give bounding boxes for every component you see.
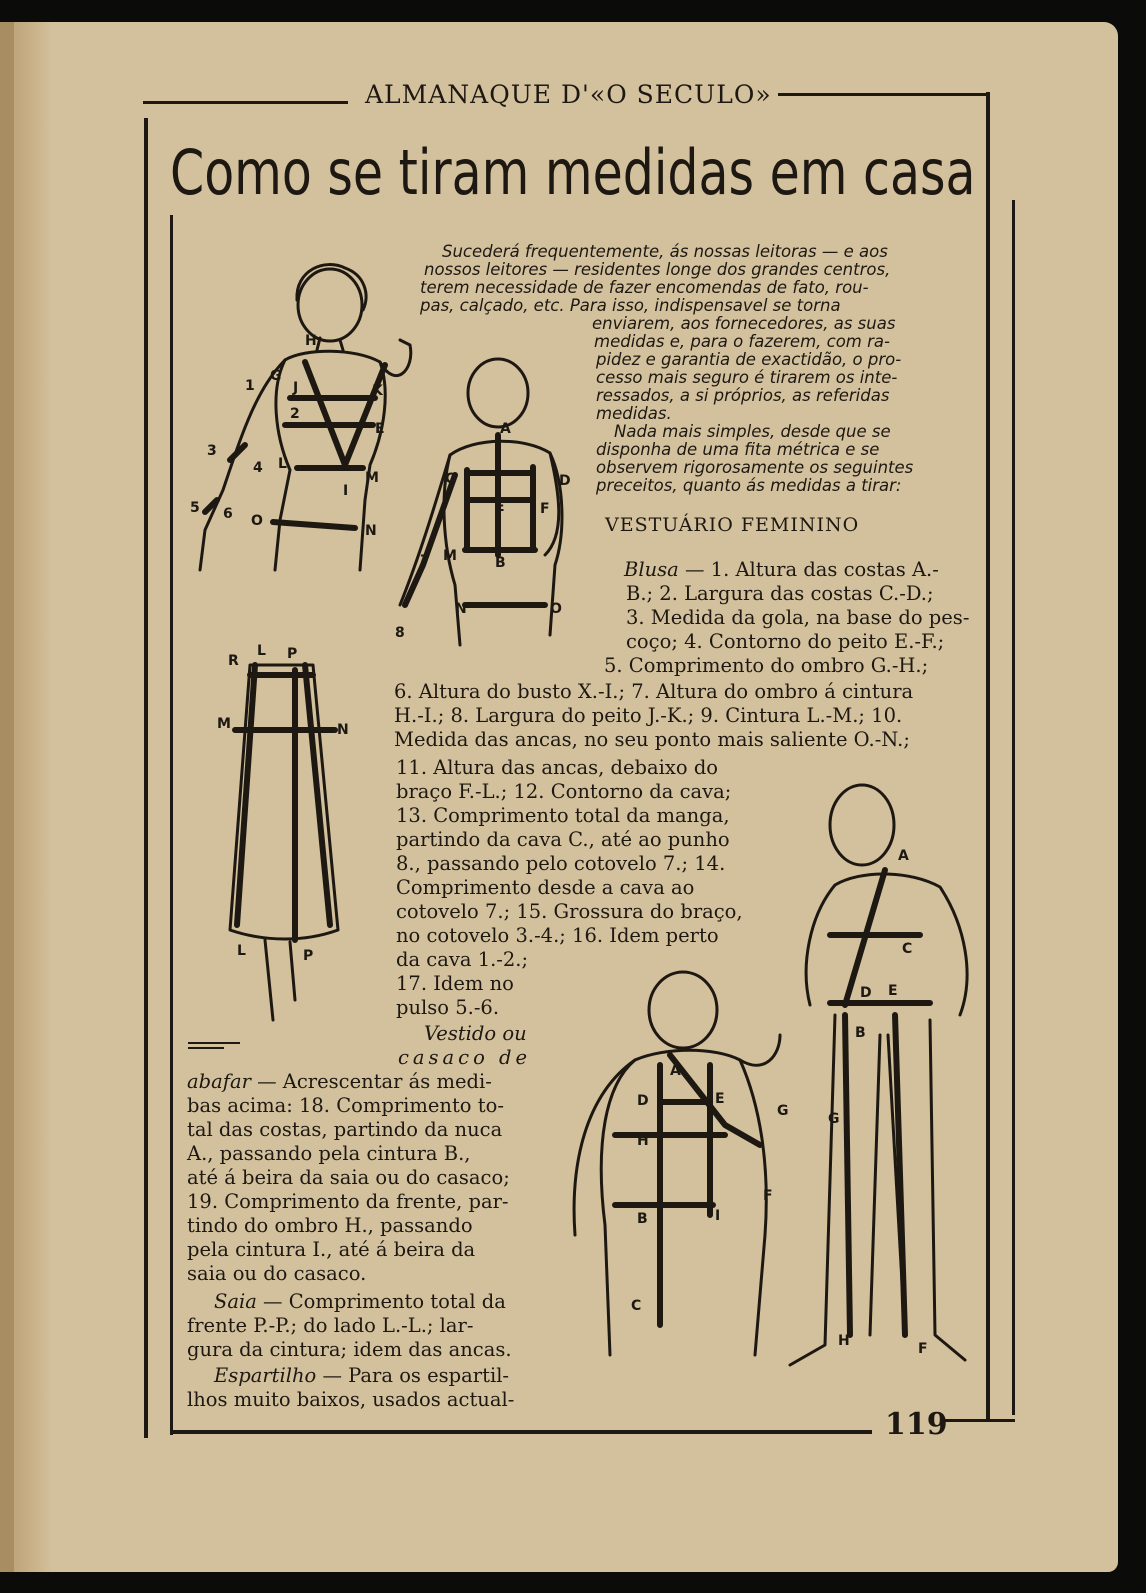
vestido-line: 19. Comprimento da frente, par- (187, 1190, 509, 1213)
blusa-line: 3. Medida da gola, na base do pes- (626, 606, 970, 629)
label-N: N (455, 601, 467, 617)
head-shape (830, 785, 894, 865)
blusa-label: Blusa (624, 558, 679, 581)
label-5: 5 (190, 500, 200, 516)
intro-line: medidas e, para o fazerem, com ra- (594, 332, 890, 351)
vestido-line: pela cintura I., até á beira da (187, 1238, 476, 1261)
running-header: ALMANAQUE D'«O SECULO» (365, 80, 772, 109)
label-8: 8 (395, 625, 405, 641)
measure-line (305, 362, 385, 465)
saia-line: gura da cintura; idem das ancas. (187, 1338, 512, 1361)
vestido-label: Vestido ou (424, 1022, 527, 1045)
label-E: E (888, 983, 898, 999)
vestido-text: — Acrescentar ás medi- (250, 1070, 492, 1093)
page-number: 119 (885, 1407, 948, 1442)
label-G: G (270, 368, 282, 384)
intro-line: disponha de uma fita métrica e se (596, 440, 880, 459)
vestido-label: casaco de (398, 1046, 532, 1069)
measure-line (830, 870, 930, 1335)
label-M: M (443, 548, 457, 564)
label-O: O (251, 513, 263, 529)
label-H: H (305, 333, 317, 349)
label-D: D (637, 1093, 649, 1109)
blusa-line: coço; 4. Contorno do peito E.-F.; (626, 630, 945, 653)
intro-line: enviarem, aos fornecedores, as suas (592, 314, 896, 333)
label-3: 3 (207, 443, 217, 459)
intro-line: pidez e garantia de exactidão, o pro- (596, 350, 902, 369)
label-G: G (777, 1103, 789, 1119)
label-F: F (918, 1341, 928, 1357)
label-6: 6 (223, 506, 233, 522)
vestido-line: saia ou do casaco. (187, 1262, 367, 1285)
vestido-label: abafar (187, 1070, 251, 1093)
legs-outline (790, 1015, 965, 1365)
page-edge (0, 22, 14, 1572)
label-H: H (637, 1133, 649, 1149)
label-7: 7 (420, 553, 430, 569)
body-line: no cotovelo 3.-4.; 16. Idem perto (396, 924, 719, 947)
label-M: M (217, 716, 231, 732)
label-M: M (365, 470, 379, 486)
label-A: A (500, 421, 511, 437)
label-E: E (495, 499, 505, 515)
intro-line: cesso mais seguro é tirarem os inte- (596, 368, 898, 387)
label-F: F (540, 501, 550, 517)
intro-line: pas, calçado, etc. Para isso, indispensavel se torna (420, 296, 841, 315)
label-E: E (375, 421, 385, 437)
frame-left-inner-rule (170, 215, 173, 1435)
label-L: L (237, 943, 246, 959)
label-4: 4 (253, 460, 263, 476)
body-line: 11. Altura das ancas, debaixo do (396, 756, 719, 779)
header-rule-right (778, 93, 988, 96)
body-line: Medida das ancas, no seu ponto mais saliente O.-N.; (394, 728, 910, 751)
measure-line (660, 1055, 760, 1325)
blusa-line (624, 558, 939, 582)
saia-label: Saia (214, 1290, 257, 1313)
label-D: D (559, 473, 571, 489)
body-line: 6. Altura do busto X.-I.; 7. Altura do ombro á cintura (394, 680, 914, 703)
body-line: Comprimento desde a cava ao (396, 876, 695, 899)
intro-line: nossos leitores — residentes longe dos grandes centros, (424, 260, 891, 279)
label-C: C (631, 1298, 642, 1314)
label-B: B (637, 1211, 648, 1227)
body-line: braço F.-L.; 12. Contorno da cava; (396, 780, 732, 803)
label-J: J (293, 380, 299, 396)
head-shape (298, 269, 362, 341)
saia-line: frente P.-P.; do lado L.-L.; lar- (187, 1314, 474, 1337)
label-E: E (715, 1091, 725, 1107)
body-line: cotovelo 7.; 15. Grossura do braço, (396, 900, 743, 923)
label-A: A (898, 848, 909, 864)
footer-rule (172, 1430, 872, 1434)
frame-left-rule (144, 118, 148, 1438)
body-line: da cava 1.-2.; (396, 948, 529, 971)
label-F: F (763, 1188, 773, 1204)
label-N: N (365, 523, 377, 539)
vestido-line: tindo do ombro H., passando (187, 1214, 473, 1237)
ornament-rule (188, 1042, 240, 1056)
head-shape (468, 359, 528, 427)
legs-outline (265, 940, 295, 1020)
skirt-figure (195, 630, 360, 1030)
vestido-line: até á beira da saia ou do casaco; (187, 1166, 510, 1189)
article-title: Como se tiram medidas em casa (170, 136, 976, 209)
blusa-line: 5. Comprimento do ombro G.-H.; (604, 654, 929, 677)
section-heading: VESTUÁRIO FEMININO (605, 514, 860, 536)
espartilho-line: lhos muito baixos, usados actual- (187, 1388, 515, 1411)
label-G: G (828, 1111, 840, 1127)
saia-text: — Comprimento total da (256, 1290, 506, 1313)
label-L: L (257, 643, 266, 659)
espartilho-text: — Para os espartil- (316, 1364, 510, 1387)
vestido-line (187, 1070, 492, 1094)
head-shape (649, 972, 717, 1048)
intro-line: medidas. (596, 404, 672, 423)
label-O: O (550, 601, 562, 617)
body-line: 8., passando pelo cotovelo 7.; 14. (396, 852, 726, 875)
espartilho-label: Espartilho (214, 1364, 317, 1387)
label-C: C (445, 471, 456, 487)
intro-line: observem rigorosamente os seguintes (596, 458, 914, 477)
body-line: 17. Idem no (396, 972, 514, 995)
label-1: 1 (245, 378, 255, 394)
label-B: B (855, 1025, 866, 1041)
measure-line (405, 475, 455, 605)
vestido-line: bas acima: 18. Comprimento to- (187, 1094, 504, 1117)
vestido-line: tal das costas, partindo da nuca (187, 1118, 503, 1141)
blusa-text: — 1. Altura das costas A.- (678, 558, 939, 581)
hair-shape (297, 265, 366, 310)
intro-line: ressados, a si próprios, as referidas (596, 386, 890, 405)
label-L: L (278, 456, 287, 472)
body-line: 13. Comprimento total da manga, (396, 804, 730, 827)
woman-front-figure (185, 250, 420, 580)
header-rule-left (143, 101, 348, 104)
label-I: I (343, 483, 349, 499)
torso-outline (806, 874, 967, 1015)
label-I: I (715, 1208, 721, 1224)
blusa-line: B.; 2. Largura das costas C.-D.; (626, 582, 934, 605)
espartilho-line (214, 1364, 509, 1388)
label-2: 2 (290, 406, 300, 422)
saia-line (214, 1290, 506, 1314)
intro-line: preceitos, quanto ás medidas a tirar: (596, 476, 902, 495)
measure-line (467, 435, 533, 555)
label-B: B (495, 555, 506, 571)
label-C: C (902, 941, 913, 957)
label-K: K (372, 383, 383, 399)
footer-rule-right (940, 1419, 1015, 1422)
body-line: partindo da cava C., até ao punho (396, 828, 730, 851)
label-H: H (838, 1333, 850, 1349)
woman-back-figure (395, 355, 580, 655)
man-front-figure (780, 775, 985, 1390)
label-D: D (860, 985, 872, 1001)
body-line: pulso 5.-6. (396, 996, 500, 1019)
intro-line: terem necessidade de fazer encomendas de fato, rou- (420, 278, 869, 297)
intro-line: Sucederá frequentemente, ás nossas leitoras — e aos (442, 242, 888, 261)
vestido-line: A., passando pela cintura B., (187, 1142, 471, 1165)
frame-right-rule (986, 92, 990, 1422)
label-P: P (287, 646, 298, 662)
man-back-figure (565, 965, 790, 1385)
label-P: P (303, 948, 314, 964)
label-N: N (337, 722, 349, 738)
label-R: R (228, 653, 239, 669)
label-A: A (670, 1063, 681, 1079)
intro-line: Nada mais simples, desde que se (614, 422, 891, 441)
frame-right-outer-rule (1012, 200, 1015, 1415)
body-line: H.-I.; 8. Largura do peito J.-K.; 9. Cintura L.-M.; 10. (394, 704, 903, 727)
